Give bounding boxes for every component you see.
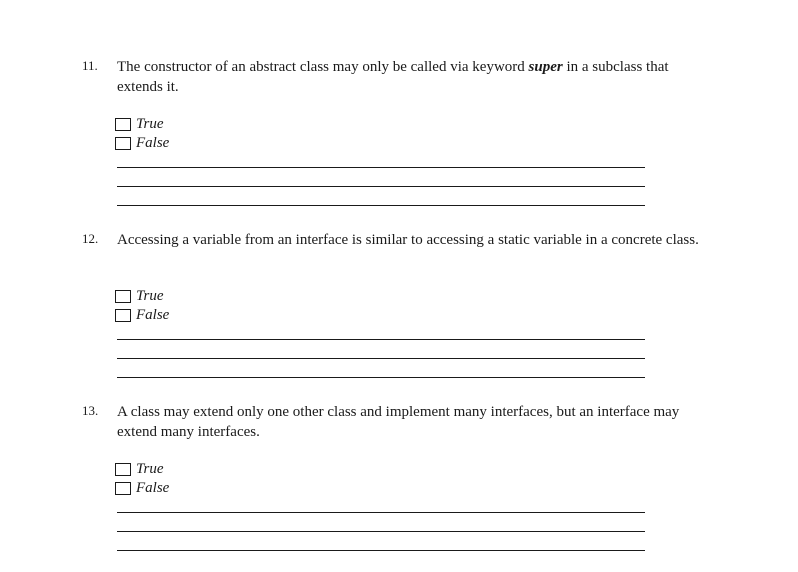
checkbox-false[interactable] (115, 137, 131, 150)
checkbox-true[interactable] (115, 118, 131, 131)
answer-line[interactable] (117, 186, 645, 187)
checkbox-true[interactable] (115, 463, 131, 476)
question-text: A class may extend only one other class and implement many interfaces, but an interface may extend many interfaces. (117, 404, 680, 440)
keyword-emphasis: super (528, 59, 563, 75)
answer-line[interactable] (117, 205, 645, 206)
option-true[interactable] (115, 460, 164, 478)
answer-line[interactable] (117, 531, 645, 532)
question-number: 11. (82, 58, 98, 73)
answer-line[interactable] (117, 167, 645, 168)
option-label: False (136, 479, 170, 496)
question-text: Accessing a variable from an interface is similar to accessing a static variable in a concrete class. (117, 232, 699, 248)
checkbox-false[interactable] (115, 309, 131, 322)
answer-line[interactable] (117, 512, 645, 513)
answer-line[interactable] (117, 377, 645, 378)
option-false[interactable] (115, 134, 169, 152)
checkbox-false[interactable] (115, 482, 131, 495)
option-label: True (136, 460, 164, 477)
option-label: False (136, 134, 170, 151)
question-number: 13. (82, 403, 99, 418)
answer-line[interactable] (117, 550, 645, 551)
option-true[interactable] (115, 287, 164, 305)
option-false[interactable] (115, 306, 169, 324)
option-label: False (136, 306, 170, 323)
question-number: 12. (82, 231, 99, 246)
option-false[interactable] (115, 479, 169, 497)
option-label: True (136, 115, 164, 132)
option-true[interactable] (115, 115, 164, 133)
checkbox-true[interactable] (115, 290, 131, 303)
question-text: The constructor of an abstract class may only be called via keyword super in a subclass that extends it. (117, 59, 669, 95)
option-label: True (136, 287, 164, 304)
answer-line[interactable] (117, 339, 645, 340)
answer-line[interactable] (117, 358, 645, 359)
